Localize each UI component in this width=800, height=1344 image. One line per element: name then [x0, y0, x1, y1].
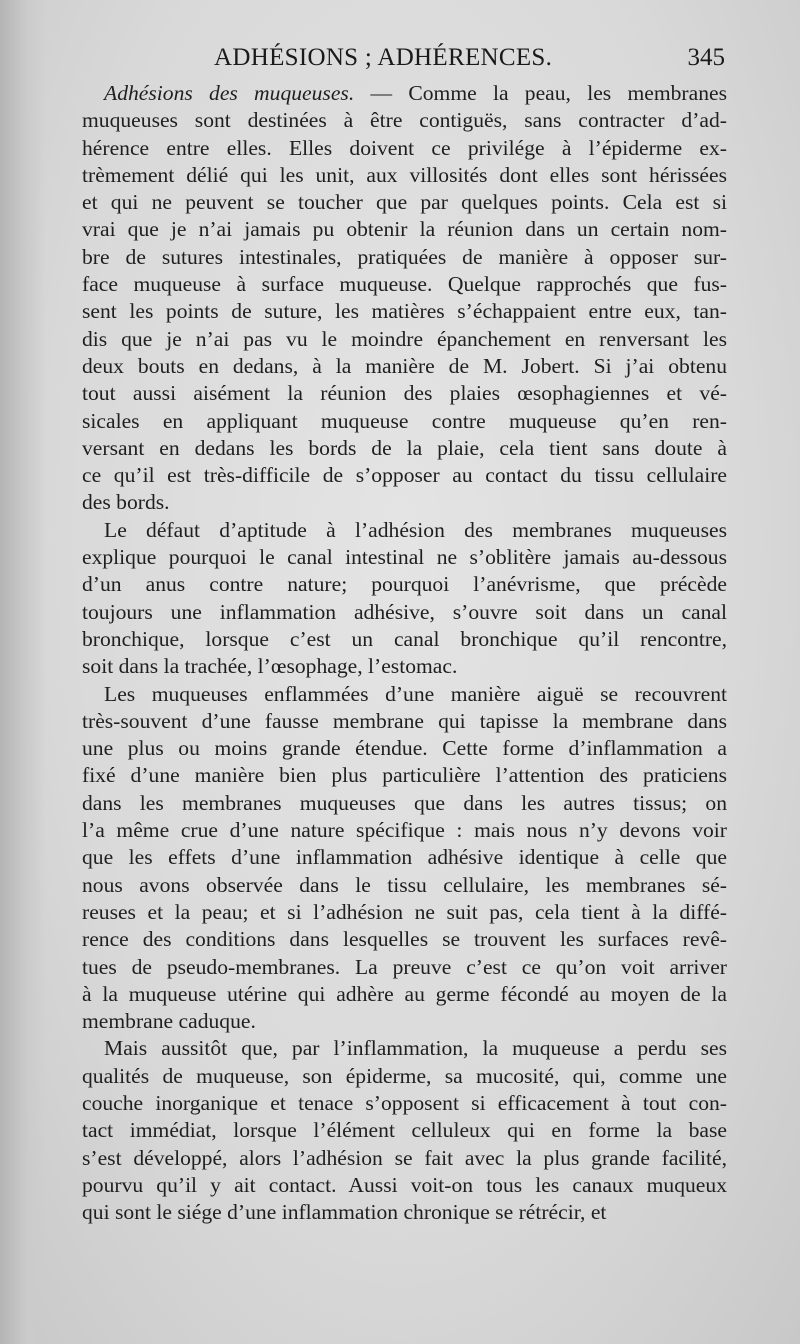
- text-line: des bords.: [82, 490, 170, 515]
- text-line: qualités de muqueuse, son épiderme, sa mucosité, qui, comme une: [82, 1063, 727, 1088]
- text-line: versant en dedans les bords de la plaie, cela tient sans doute à: [82, 435, 727, 460]
- text-line: couche inorganique et tenace s’opposent si efficacement à tout con-: [82, 1090, 727, 1115]
- text-line: rence des conditions dans lesquelles se trouvent les surfaces revê-: [82, 927, 727, 952]
- text-line: Mais aussitôt que, par l’inflammation, la muqueuse a perdu ses: [104, 1036, 727, 1061]
- paragraph: [82, 517, 727, 681]
- text-line: tact immédiat, lorsque l’élément celluleux qui en forme la base: [82, 1118, 727, 1143]
- binding-shadow: [0, 0, 46, 1344]
- text-line: membrane caduque.: [82, 1009, 256, 1034]
- text-line: hérence entre elles. Elles doivent ce privilége à l’épiderme ex-: [82, 135, 727, 160]
- text-line: face muqueuse à surface muqueuse. Quelque rapprochés que fus-: [82, 272, 727, 297]
- text-line: trèmement délié qui les unit, aux villosités dont elles sont hérissées: [82, 162, 727, 187]
- text-line: explique pourquoi le canal intestinal ne s’oblitère jamais au-dessous: [82, 545, 727, 570]
- text-line: fixé d’une manière bien plus particulière l’attention des praticiens: [82, 763, 727, 788]
- text-line: vrai que je n’ai jamais pu obtenir la réunion dans un certain nom-: [82, 217, 727, 242]
- text-line: nous avons observée dans le tissu cellulaire, les membranes sé-: [82, 872, 727, 897]
- page-header: [82, 44, 727, 80]
- text-line: d’un anus contre nature; pourquoi l’anévrisme, que précède: [82, 572, 727, 597]
- section-lead: Adhésions des muqueuses.: [104, 81, 355, 105]
- text-line: muqueuses sont destinées à être contiguës, sans contracter d’ad-: [82, 108, 727, 133]
- text-line: bronchique, lorsque c’est un canal bronchique qu’il rencontre,: [82, 626, 727, 651]
- running-title: ADHÉSIONS ; ADHÉRENCES.: [214, 44, 553, 71]
- text-line: reuses et la peau; et si l’adhésion ne suit pas, cela tient à la diffé-: [82, 899, 727, 924]
- text-line: Le défaut d’aptitude à l’adhésion des membranes muqueuses: [104, 517, 727, 542]
- text-line: très-souvent d’une fausse membrane qui tapisse la membrane dans: [82, 708, 727, 733]
- text-line: soit dans la trachée, l’œsophage, l’estomac.: [82, 654, 458, 679]
- text-line: pourvu qu’il y ait contact. Aussi voit-on tous les canaux muqueux: [82, 1172, 727, 1197]
- body-text: [82, 80, 727, 1226]
- text-line: que les effets d’une inflammation adhésive identique à celle que: [82, 845, 727, 870]
- text-line: dis que je n’ai pas vu le moindre épanchement en renversant les: [82, 326, 727, 351]
- paragraph: [82, 80, 727, 517]
- text-line: dans les membranes muqueuses que dans les autres tissus; on: [82, 790, 727, 815]
- text-line: sicales en appliquant muqueuse contre muqueuse qu’en ren-: [82, 408, 727, 433]
- text-line: l’a même crue d’une nature spécifique : mais nous n’y devons voir: [82, 818, 727, 843]
- text-line: une plus ou moins grande étendue. Cette forme d’inflammation a: [82, 736, 727, 761]
- text-line: [82, 80, 727, 107]
- lead-rest: — Comme la peau, les membranes: [354, 81, 727, 105]
- text-line: tues de pseudo-membranes. La preuve c’est ce qu’on voit arriver: [82, 954, 727, 979]
- text-line: ce qu’il est très-difficile de s’opposer au contact du tissu cellulaire: [82, 463, 727, 488]
- text-line: deux bouts en dedans, à la manière de M. Jobert. Si j’ai obtenu: [82, 353, 727, 378]
- text-line: et qui ne peuvent se toucher que par quelques points. Cela est si: [82, 190, 727, 215]
- text-line: s’est développé, alors l’adhésion se fait avec la plus grande facilité,: [82, 1145, 727, 1170]
- text-line: Les muqueuses enflammées d’une manière aiguë se recouvrent: [104, 681, 727, 706]
- paragraph: [82, 681, 727, 1036]
- text-line: à la muqueuse utérine qui adhère au germe fécondé au moyen de la: [82, 981, 727, 1006]
- text-line: sent les points de suture, les matières s’échappaient entre eux, tan-: [82, 299, 727, 324]
- text-line: qui sont le siége d’une inflammation chronique se rétrécir, et: [82, 1200, 607, 1225]
- page-number: 345: [687, 44, 725, 71]
- text-line: tout aussi aisément la réunion des plaies œsophagiennes et vé-: [82, 381, 727, 406]
- text-line: bre de sutures intestinales, pratiquées de manière à opposer sur-: [82, 244, 727, 269]
- text-line: toujours une inflammation adhésive, s’ouvre soit dans un canal: [82, 599, 727, 624]
- paragraph: [82, 1035, 727, 1226]
